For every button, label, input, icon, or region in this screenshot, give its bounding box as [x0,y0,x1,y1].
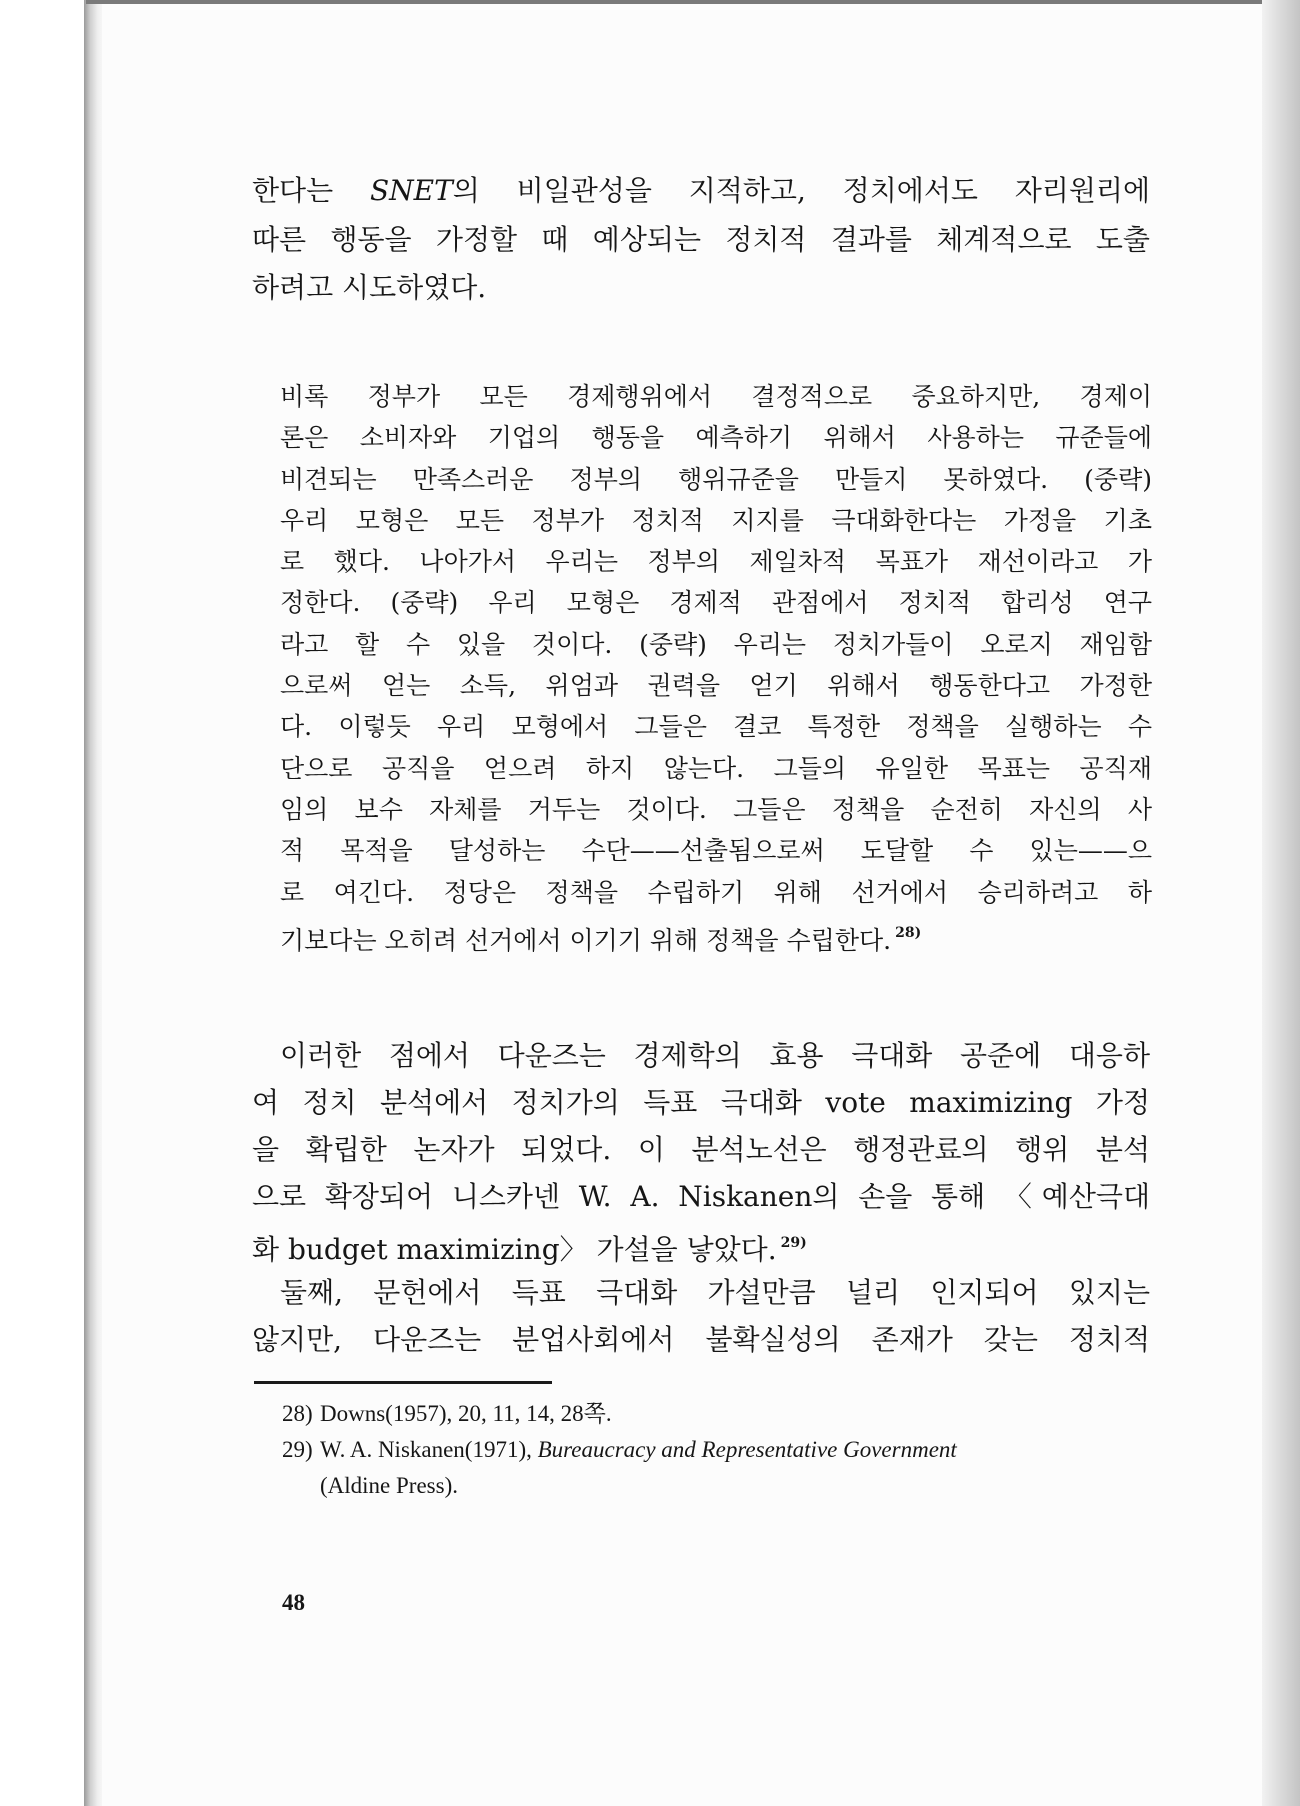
text-line: 을 확립한 논자가 되었다. 이 분석노선은 행정관료의 행위 분석 [252,1133,1150,1166]
quote-line: 적 목적을 달성하는 수단——선출됨으로써 도달할 수 있는——으 [280,836,1152,866]
footnote-28 [282,1396,1152,1432]
footnote-ref-28[interactable]: 28) [895,924,922,941]
footnote-number: 29) [282,1437,313,1462]
quote-line: 정한다. (중략) 우리 모형은 경제적 관점에서 정치적 합리성 연구 [280,588,1152,618]
footnote-continuation: (Aldine Press). [320,1473,458,1498]
footnote-divider [254,1381,552,1384]
quote-line: 단으로 공직을 얻으려 하지 않는다. 그들의 유일한 목표는 공직재 [280,753,1152,783]
text-line: 화 budget maximizing〉 가설을 낳았다. $^{29)}$ [252,1233,807,1266]
quote-line: 비견되는 만족스러운 정부의 행위규준을 만들지 못하였다. (중략) [280,464,1152,494]
quote-line: 임의 보수 자체를 거두는 것이다. 그들은 정책을 순전히 자신의 사 [280,794,1152,824]
footnote-29 [282,1432,1152,1468]
footnote-text: W. A. Niskanen(1971), Bureaucracy and Representative Government [320,1437,957,1462]
book-title: Bureaucracy and Representative Government [537,1437,957,1462]
quote-line: 라고 할 수 있을 것이다. (중략) 우리는 정치가들이 오로지 재임함 [280,629,1152,659]
block-quote [280,376,1152,961]
footnotes [282,1396,1152,1504]
text-line: 으로 확장되어 니스카넨 W. A. Niskanen의 손을 통해 〈예산극대 [252,1180,1150,1213]
quote-line: 론은 소비자와 기업의 행동을 예측하기 위해서 사용하는 규준들에 [280,423,1152,453]
downs-paragraph [252,1032,1150,1273]
quote-line: 로 했다. 나아가서 우리는 정부의 제일차적 목표가 재선이라고 가 [280,547,1152,577]
footnote-text: Downs(1957), 20, 11, 14, 28쪽. [320,1401,612,1426]
text-line: 여 정치 분석에서 정치가의 득표 극대화 vote maximizing 가정 [252,1086,1150,1119]
quote-line: 다. 이렇듯 우리 모형에서 그들은 결코 특정한 정책을 실행하는 수 [280,712,1152,742]
page-number: 48 [282,1590,305,1615]
text-line: 않지만, 다운즈는 분업사회에서 불확실성의 존재가 갖는 정치적 [252,1323,1150,1356]
right-edge-shadow [1262,0,1300,1806]
footnote-ref-29[interactable]: 29) [780,1235,807,1251]
text-line: 하려고 시도하였다. [252,271,487,304]
text-line: 한다는 SNET의 비일관성을 지적하고, 정치에서도 자리원리에 [252,174,1150,207]
quote-line: 우리 모형은 모든 정부가 정치적 지지를 극대화한다는 가정을 기초 [280,505,1152,535]
footnote-number: 28) [282,1401,313,1426]
text-line: 따른 행동을 가정할 때 예상되는 정치적 결과를 체계적으로 도출 [252,222,1150,256]
text-line: 이러한 점에서 다운즈는 경제학의 효용 극대화 공준에 대응하 [280,1039,1150,1072]
book-page [102,4,1262,1806]
quote-line: 기보다는 오히려 선거에서 이기기 위해 정책을 수립한다. $^{28)}$ [280,924,922,955]
snet-term: SNET [369,174,453,207]
quote-line: 비록 정부가 모든 경제행위에서 결정적으로 중요하지만, 경제이 [280,382,1152,411]
quote-line: 으로써 얻는 소득, 위엄과 권력을 얻기 위해서 행동한다고 가정한 [280,671,1152,701]
second-point-paragraph [252,1269,1150,1363]
quote-line: 로 여긴다. 정당은 정책을 수립하기 위해 선거에서 승리하려고 하 [280,877,1152,907]
intro-paragraph [252,167,1150,313]
book-spine-shadow [84,0,102,1806]
text-line: 둘째, 문헌에서 득표 극대화 가설만큼 널리 인지되어 있지는 [280,1276,1150,1309]
